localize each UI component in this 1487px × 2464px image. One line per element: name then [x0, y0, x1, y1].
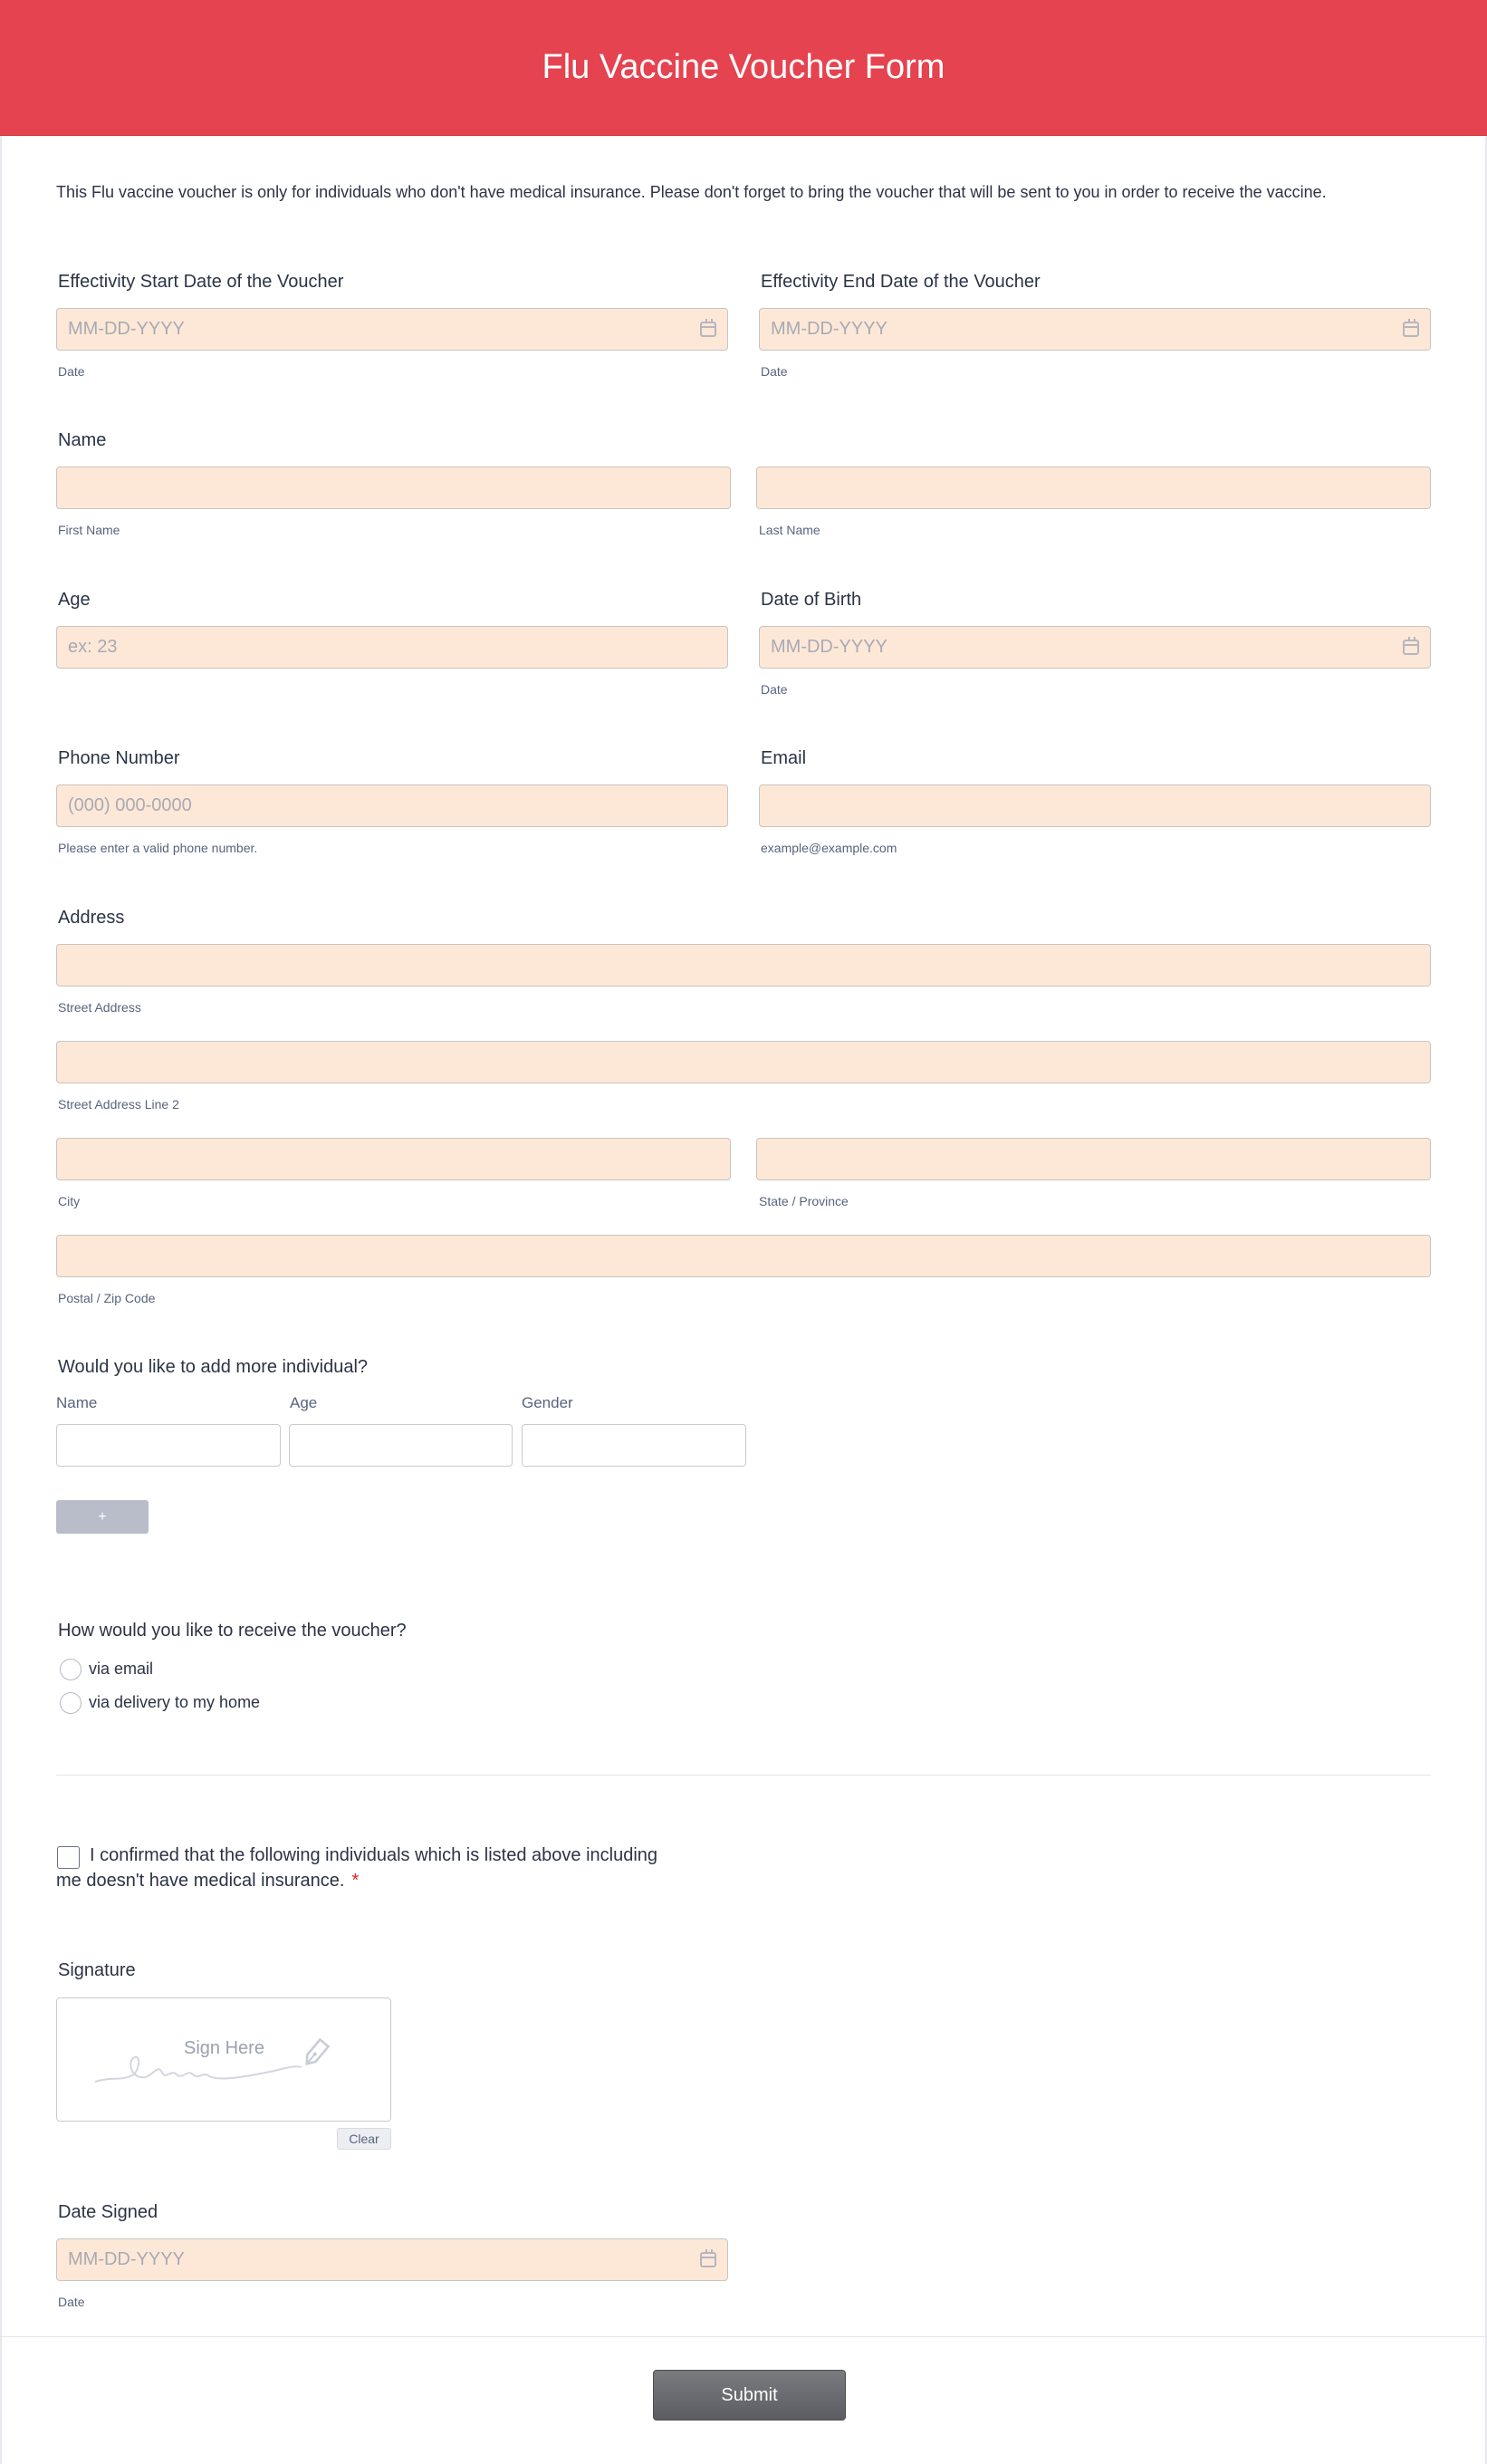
section-divider [56, 1775, 1431, 1776]
receive-label: How would you like to receive the voucher? [58, 1621, 407, 1641]
age-label: Age [58, 590, 91, 610]
date-signed-label: Date Signed [58, 2202, 158, 2222]
city-sublabel: City [58, 1194, 81, 1208]
calendar-icon[interactable] [700, 322, 716, 337]
email-label: Email [761, 748, 807, 768]
effectivity-end-sublabel: Date [761, 364, 788, 379]
phone-input[interactable] [56, 784, 728, 827]
effectivity-end-input[interactable] [759, 308, 1431, 351]
name-label: Name [58, 430, 107, 450]
calendar-icon[interactable] [1403, 322, 1419, 337]
radio-via-email[interactable] [60, 1659, 82, 1680]
submit-button[interactable]: Submit [653, 2370, 846, 2421]
state-input[interactable] [756, 1138, 1431, 1180]
individual-age-input[interactable] [289, 1424, 513, 1467]
dob-input[interactable] [759, 626, 1431, 669]
effectivity-start-placeholder: MM-DD-YYYY [68, 319, 185, 339]
sign-here-text: Sign Here [184, 2038, 264, 2058]
calendar-icon[interactable] [700, 2252, 716, 2267]
age-placeholder: ex: 23 [68, 637, 118, 657]
city-input[interactable] [56, 1138, 731, 1180]
street-address-sublabel: Street Address [58, 1000, 141, 1015]
more-individuals-label: Would you like to add more individual? [58, 1357, 369, 1377]
form-intro: This Flu vaccine voucher is only for individuals who don't have medical insurance. Please don't forget to bring the voucher that will be sent to you in order to receive the vaccine. [56, 183, 1327, 201]
signature-scribble-icon [93, 2035, 365, 2089]
form-border-left [0, 136, 2, 2464]
date-signed-input[interactable] [56, 2238, 728, 2281]
effectivity-end-placeholder: MM-DD-YYYY [771, 319, 887, 339]
column-age: Age [290, 1394, 318, 1411]
phone-placeholder: (000) 000-0000 [68, 795, 192, 815]
calendar-icon[interactable] [1403, 640, 1419, 655]
email-input[interactable] [759, 784, 1431, 827]
date-signed-sublabel: Date [58, 2295, 85, 2309]
radio-via-email-label[interactable]: via email [89, 1660, 154, 1678]
effectivity-start-label: Effectivity Start Date of the Voucher [58, 272, 344, 292]
column-gender: Gender [522, 1394, 573, 1411]
effectivity-start-input[interactable] [56, 308, 728, 351]
clear-signature-button[interactable]: Clear [337, 2128, 391, 2150]
street-address-input[interactable] [56, 944, 1431, 987]
dob-sublabel: Date [761, 682, 788, 697]
effectivity-end-label: Effectivity End Date of the Voucher [761, 272, 1041, 292]
last-name-input[interactable] [756, 467, 1431, 509]
phone-sublabel: Please enter a valid phone number. [58, 841, 258, 855]
required-mark: * [351, 1871, 360, 1891]
form-title: Flu Vaccine Voucher Form [542, 48, 945, 86]
radio-via-delivery[interactable] [60, 1692, 82, 1714]
radio-via-delivery-label[interactable]: via delivery to my home [89, 1693, 261, 1711]
email-sublabel: example@example.com [761, 841, 897, 855]
address-label: Address [58, 908, 125, 928]
first-name-input[interactable] [56, 467, 731, 509]
first-name-sublabel: First Name [58, 523, 120, 537]
dob-label: Date of Birth [761, 590, 862, 610]
footer-divider [0, 2336, 1487, 2337]
column-name: Name [56, 1394, 98, 1411]
phone-label: Phone Number [58, 748, 180, 768]
dob-placeholder: MM-DD-YYYY [771, 637, 887, 657]
individual-name-input[interactable] [56, 1424, 281, 1467]
street-address-2-input[interactable] [56, 1041, 1431, 1083]
last-name-sublabel: Last Name [759, 523, 820, 537]
individual-gender-input[interactable] [522, 1424, 746, 1467]
confirm-label[interactable] [56, 1843, 681, 1893]
signature-label: Signature [58, 1960, 136, 1980]
zip-sublabel: Postal / Zip Code [58, 1291, 156, 1305]
date-signed-placeholder: MM-DD-YYYY [68, 2249, 185, 2269]
form-header [0, 0, 1487, 136]
confirm-text: I confirmed that the following individuals which is listed above including me doesn't have medical insurance. [56, 1845, 658, 1891]
street-address-2-sublabel: Street Address Line 2 [58, 1097, 179, 1112]
signature-pad[interactable] [56, 1997, 391, 2122]
effectivity-start-sublabel: Date [58, 364, 85, 379]
state-sublabel: State / Province [759, 1194, 849, 1208]
add-individual-button[interactable]: + [56, 1500, 149, 1534]
age-input[interactable] [56, 626, 728, 669]
zip-input[interactable] [56, 1235, 1431, 1277]
